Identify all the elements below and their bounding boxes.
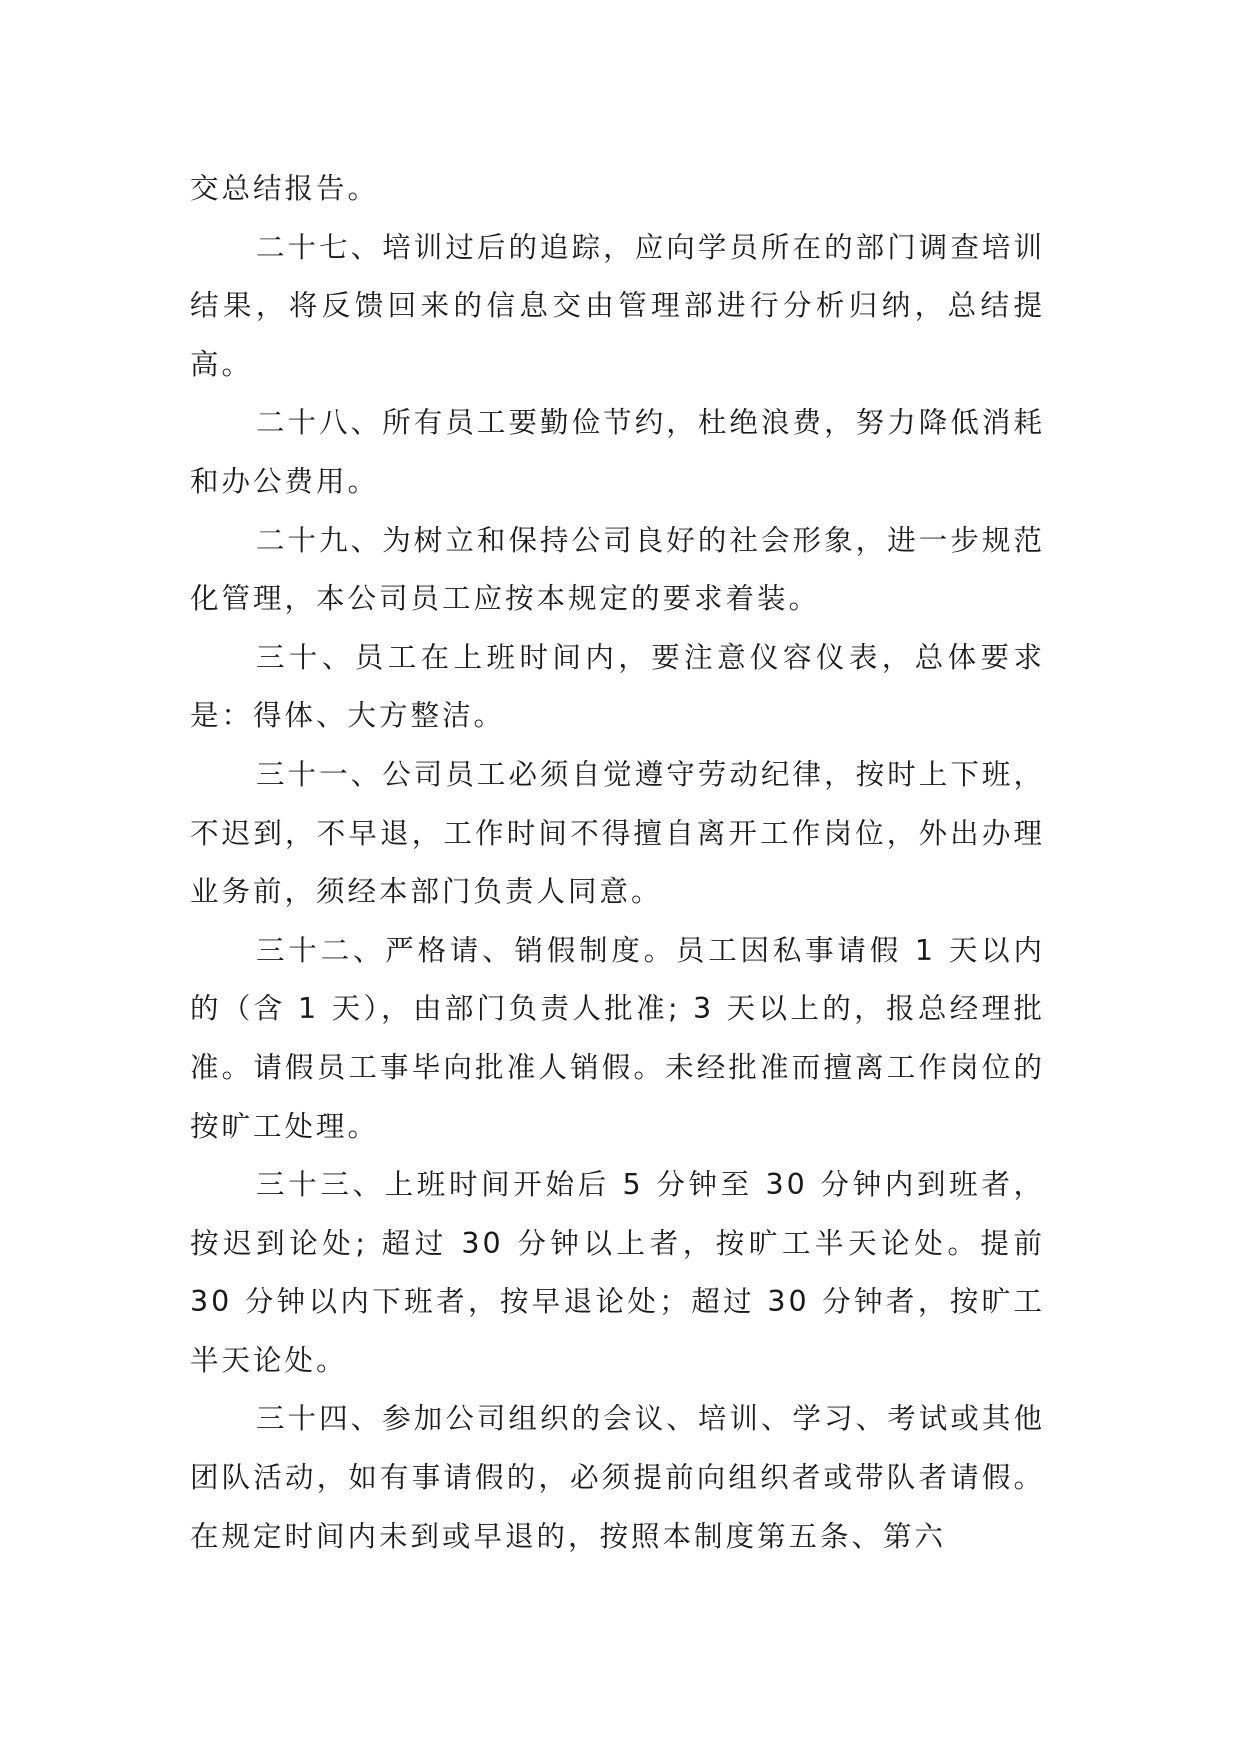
paragraph-article-28: 二十八、所有员工要勤俭节约，杜绝浪费，努力降低消耗和办公费用。 [190,406,1045,498]
paragraph-article-33: 三十三、上班时间开始后 5 分钟至 30 分钟内到班者，按迟到论处; 超过 30 分钟以上者，按旷工半天论处。提前 30 分钟以内下班者，按早退论处；超过 30 分钟者，按旷工半天论处。 [190,1168,1045,1377]
paragraph-article-30: 三十、员工在上班时间内，要注意仪容仪表，总体要求是：得体、大方整洁。 [190,640,1045,733]
paragraph-article-34: 三十四、参加公司组织的会议、培训、学习、考试或其他团队活动，如有事请假的，必须提前向组织者或带队者请假。在规定时间内未到或早退的，按照本制度第五条、第六 [190,1402,1045,1553]
paragraph-article-32: 三十二、严格请、销假制度。员工因私事请假 1 天以内的（含 1 天），由部门负责人批准; 3 天以上的，报总经理批准。请假员工事毕向批准人销假。未经批准而擅离工作岗位的按旷工处理。 [190,933,1045,1143]
document-body [190,160,1045,1566]
paragraph-article-31: 三十一、公司员工必须自觉遵守劳动纪律，按时上下班，不迟到，不早退，工作时间不得擅自离开工作岗位，外出办理业务前，须经本部门负责人同意。 [190,757,1045,909]
paragraph-continuation: 交总结报告。 [190,172,380,205]
paragraph-article-27: 二十七、培训过后的追踪，应向学员所在的部门调查培训结果，将反馈回来的信息交由管理部进行分析归纳，总结提高。 [190,230,1045,381]
paragraph-article-29: 二十九、为树立和保持公司良好的社会形象，进一步规范化管理，本公司员工应按本规定的要求着装。 [190,523,1045,616]
